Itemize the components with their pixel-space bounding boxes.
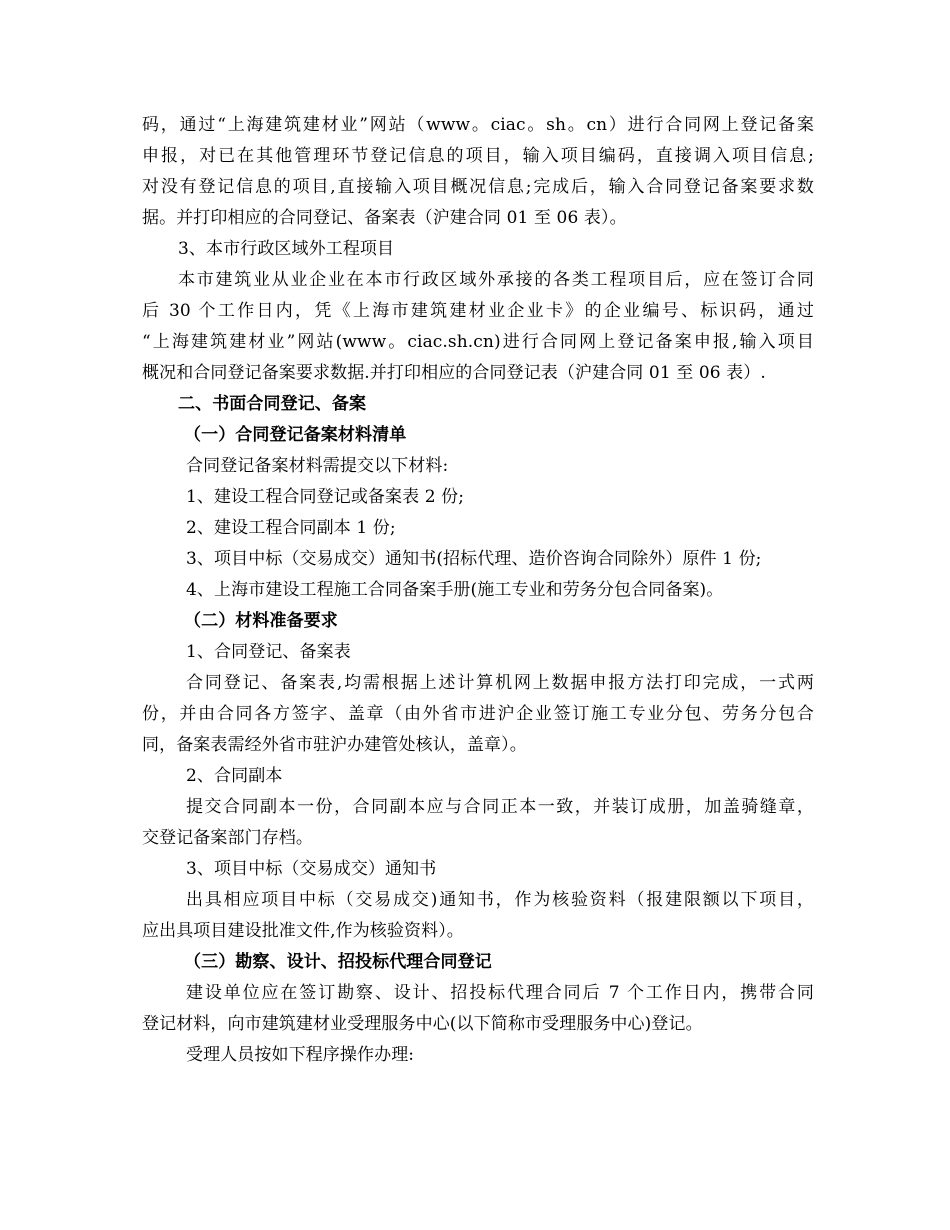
paragraph-line: 合同登记备案材料需提交以下材料:: [186, 456, 449, 476]
paragraph-line: 受理人员按如下程序操作办理:: [186, 1045, 415, 1065]
list-item: 1、建设工程合同登记或备案表 2 份;: [186, 487, 465, 507]
paragraph-line: 码，通过“上海建筑建材业”网站（www。ciac。sh。cn）进行合同网上登记备案: [142, 115, 814, 135]
list-item: 2、建设工程合同副本 1 份;: [186, 518, 396, 538]
paragraph-line: 出具相应项目中标（交易成交)通知书，作为核验资料（报建限额以下项目，: [186, 890, 814, 910]
section-heading: 二、书面合同登记、备案: [178, 394, 367, 414]
paragraph-line: 对没有登记信息的项目,直接输入项目概况信息;完成后，输入合同登记备案要求数: [142, 177, 814, 197]
subsection-heading: （二）材料准备要求: [184, 611, 338, 631]
subsection-heading: （一）合同登记备案材料清单: [184, 425, 407, 445]
paragraph-line: 建设单位应在签订勘察、设计、招投标代理合同后 7 个工作日内，携带合同: [186, 983, 814, 1003]
list-item: 3、项目中标（交易成交）通知书(招标代理、造价咨询合同除外）原件 1 份;: [186, 549, 762, 569]
paragraph-line: 提交合同副本一份，合同副本应与合同正本一致，并装订成册，加盖骑缝章，: [186, 797, 814, 817]
item-title: 3、项目中标（交易成交）通知书: [186, 859, 437, 879]
paragraph-line: 申报，对已在其他管理环节登记信息的项目，输入项目编码，直接调入项目信息;: [142, 146, 814, 166]
paragraph-line: 概况和合同登记备案要求数据.并打印相应的合同登记表（沪建合同 01 至 06 表）.: [142, 363, 766, 383]
paragraph-line: 据。并打印相应的合同登记、备案表（沪建合同 01 至 06 表）。: [142, 208, 627, 228]
item-title: 1、合同登记、备案表: [186, 642, 351, 662]
document-body: [142, 110, 814, 1071]
subsection-heading: （三）勘察、设计、招投标代理合同登记: [184, 952, 492, 972]
paragraph-line: 交登记备案部门存档。: [142, 828, 313, 848]
paragraph-line: 本市建筑业从业企业在本市行政区域外承接的各类工程项目后，应在签订合同: [178, 270, 814, 290]
section-title: 3、本市行政区域外工程项目: [178, 239, 395, 259]
paragraph-line: 后 30 个工作日内，凭《上海市建筑建材业企业卡》的企业编号、标识码，通过: [142, 301, 814, 321]
paragraph-line: “上海建筑建材业”网站(www。ciac.sh.cn)进行合同网上登记备案申报,输入项目: [142, 332, 814, 352]
item-title: 2、合同副本: [186, 766, 283, 786]
paragraph-line: 份，并由合同各方签字、盖章（由外省市进沪企业签订施工专业分包、劳务分包合: [142, 704, 814, 724]
paragraph-line: 合同登记、备案表,均需根据上述计算机网上数据申报方法打印完成，一式两: [186, 673, 814, 693]
list-item: 4、上海市建设工程施工合同备案手册(施工专业和劳务分包合同备案)。: [186, 580, 724, 600]
paragraph-line: 登记材料，向市建筑建材业受理服务中心(以下简称市受理服务中心)登记。: [142, 1014, 703, 1034]
paragraph-line: 同，备案表需经外省市驻沪办建管处核认，盖章）。: [142, 735, 527, 755]
paragraph-line: 应出具项目建设批准文件,作为核验资料）。: [142, 921, 464, 941]
